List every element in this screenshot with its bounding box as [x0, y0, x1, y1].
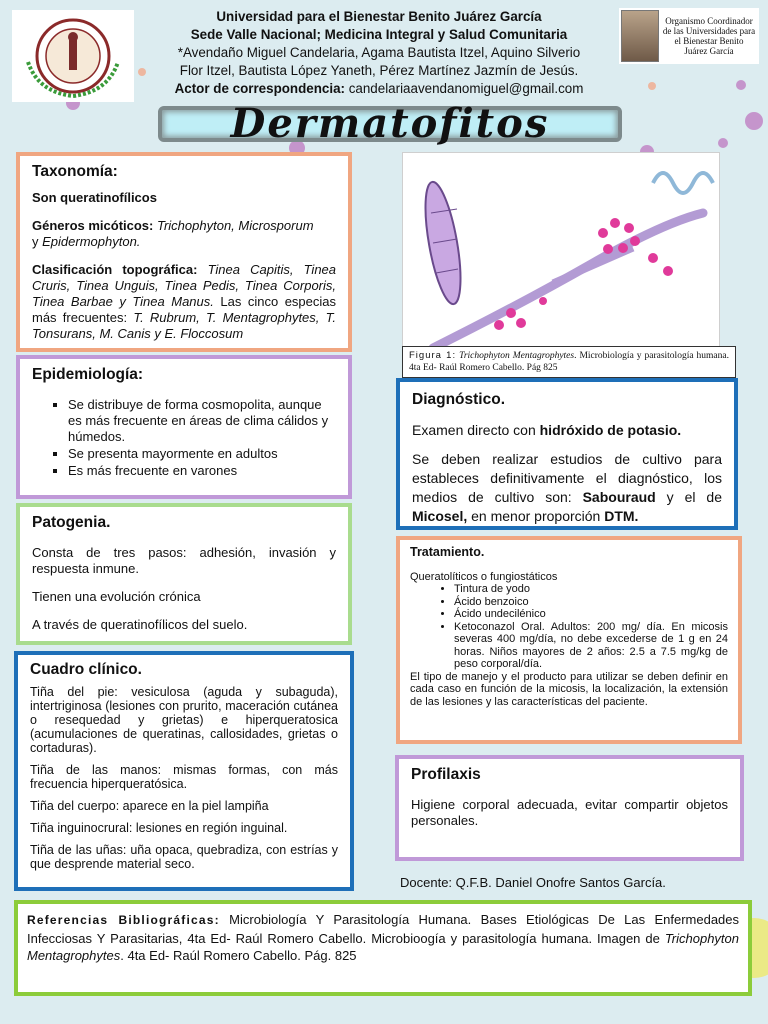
correspondence-email: candelariaavendanomiguel@gmail.com: [345, 81, 584, 96]
referencias-text: Microbiología Y Parasitología Humana. Bases Etiológicas De Las Enfermedades Infecciosas Y Parasitarias, 4ta Ed- Raúl Romero Cabello. Microbioogía y parasitología humana. Imagen de: [27, 912, 740, 946]
diagnostico-text: Examen directo con hidróxido de potasio.: [412, 422, 682, 438]
taxonomia-clasificacion: Clasificación topográfica: Tinea Capitis, Tinea Cruris, Tinea Unguis, Tinea Pedis, Tinea Corporis, Tinea Barbae y Tinea Manus. Las cinco especias más frecuentes: T. Rubrum, T. Mentagrophytes, T. Tonsurans, M. Canis y E. Floccosum: [32, 262, 337, 341]
taxonomia-text: Son queratinofílicos: [32, 190, 157, 205]
cuadro-text: Tiña del cuerpo: aparece en la piel lampiña: [30, 799, 269, 813]
epidemiologia-heading: Epidemiología:: [32, 366, 144, 383]
cuadro-text: Tiña inguinocrural: lesiones en región inguinal.: [30, 821, 288, 835]
cuadro-text: Tiña del pie: vesiculosa (aguda y subaguda), intertriginosa (lesiones con prurito, maceración cutánea o resequedad y grietas) e hiperqueratosica (acumulaciones de queratinas, callosidades, grietas o cortaduras).: [30, 685, 338, 755]
authors-line: *Avendaño Miguel Candelaria, Agama Bautista Itzel, Aquino Silverio: [177, 45, 581, 60]
campus-name: Sede Valle Nacional; Medicina Integral y Salud Comunitaria: [190, 27, 568, 42]
tratamiento-list: [410, 583, 728, 671]
epidemiologia-box: [16, 355, 352, 499]
tratamiento-box: [396, 536, 742, 744]
epidemiologia-list: [32, 397, 336, 479]
tratamiento-outro: El tipo de manejo y el producto para utilizar se deben definir en cada caso en función de la micosis, la localización, la extensión de las lesiones y las características del paciente.: [410, 670, 728, 708]
diagnostico-heading: Diagnóstico.: [412, 391, 506, 408]
list-item: ▪ Es más frecuente en varones: [68, 463, 336, 479]
profilaxis-text: Higiene corporal adecuada, evitar compartir objetos personales.: [411, 797, 728, 828]
patogenia-text: A través de queratinofílicos del suelo.: [32, 617, 248, 632]
cuadro-clinico-box: [14, 651, 354, 891]
referencias-species: Trichophyton Mentagrophytes: [27, 930, 739, 963]
correspondence-line: [140, 80, 618, 98]
profilaxis-box: [395, 755, 744, 861]
trichophyton-figure: [402, 152, 720, 350]
docente-line: Docente: Q.F.B. Daniel Onofre Santos García.: [400, 875, 666, 890]
cuadro-text: Tiña de las uñas: uña opaca, quebradiza, con estrías y que desprende material seco.: [30, 843, 338, 871]
decor-dot: [745, 112, 763, 130]
taxonomia-box: [16, 152, 352, 352]
taxonomia-generos: Géneros micóticos: Trichophyton, Microsporum y Epidermophyton.: [32, 218, 314, 249]
taxonomia-heading: Taxonomía:: [32, 163, 118, 180]
list-item: ▪ Se presenta mayormente en adultos: [68, 446, 336, 462]
list-item: • Ketoconazol Oral. Adultos: 200 mg/ día. En micosis severas 400 mg/día, no debe excederse de 1 g en 24 horas. Niños mayores de 2 años: 2.5 a 7.5 mg/kg de peso corporal/día.: [454, 621, 728, 671]
list-item: • Ácido undecilénico: [454, 608, 728, 621]
tratamiento-heading: Tratamiento.: [410, 545, 485, 559]
list-item: • Tintura de yodo: [454, 583, 728, 596]
patogenia-text: Tienen una evolución crónica: [32, 589, 201, 604]
tratamiento-intro: Queratolíticos o fungiostáticos: [410, 570, 558, 583]
university-seal-logo: [12, 10, 134, 102]
referencias-text: . 4ta Ed- Raúl Romero Cabello. Pág. 825: [120, 948, 357, 963]
patogenia-box: [16, 503, 352, 645]
poster-title: Dermatofitos: [230, 100, 550, 147]
list-item: ▪ Se distribuye de forma cosmopolita, aunque es más frecuente en áreas de clima cálidos y húmedos.: [68, 397, 336, 445]
caption-label: Figura 1:: [409, 350, 457, 361]
cuadro-heading: Cuadro clínico.: [30, 661, 142, 678]
profilaxis-heading: Profilaxis: [411, 766, 481, 783]
authors-line: Flor Itzel, Bautista López Yaneth, Pérez Martínez Jazmín de Jesús.: [179, 63, 579, 78]
decor-dot: [648, 82, 656, 90]
caption-species: Trichophyton Mentagrophytes: [456, 351, 575, 361]
figure-caption: [402, 346, 736, 378]
decor-dot: [736, 80, 746, 90]
university-name: Universidad para el Bienestar Benito Juárez García: [216, 9, 542, 24]
caption-source: . Microbiología y parasitología humana. 4ta Ed- Raúl Romero Cabello. Pág 825: [409, 351, 729, 373]
portrait-image: [621, 10, 659, 62]
correspondence-label: Actor de correspondencia:: [174, 81, 345, 96]
cuadro-text: Tiña de las manos: mismas formas, con más frecuencia hiperqueratósica.: [30, 763, 338, 791]
referencias-box: [14, 900, 752, 996]
list-item: • Ácido benzoico: [454, 596, 728, 609]
patogenia-text: Consta de tres pasos: adhesión, invasión y respuesta inmune.: [32, 545, 336, 576]
decor-dot: [718, 138, 728, 148]
referencias-label: Referencias Bibliográficas:: [27, 913, 220, 927]
patogenia-heading: Patogenia.: [32, 514, 111, 531]
organism-logo-text: Organismo Coordinador de las Universidades para el Bienestar Benito Juárez García: [662, 16, 756, 56]
poster-header: [140, 8, 618, 98]
diagnostico-text: Se deben realizar estudios de cultivo para estableces definitivamente el diagnóstico, los medios de cultivo son: Sabouraud y el de Micosel, en menor proporción DTM.: [412, 451, 722, 524]
organism-logo: [619, 8, 759, 64]
diagnostico-box: [396, 378, 738, 530]
